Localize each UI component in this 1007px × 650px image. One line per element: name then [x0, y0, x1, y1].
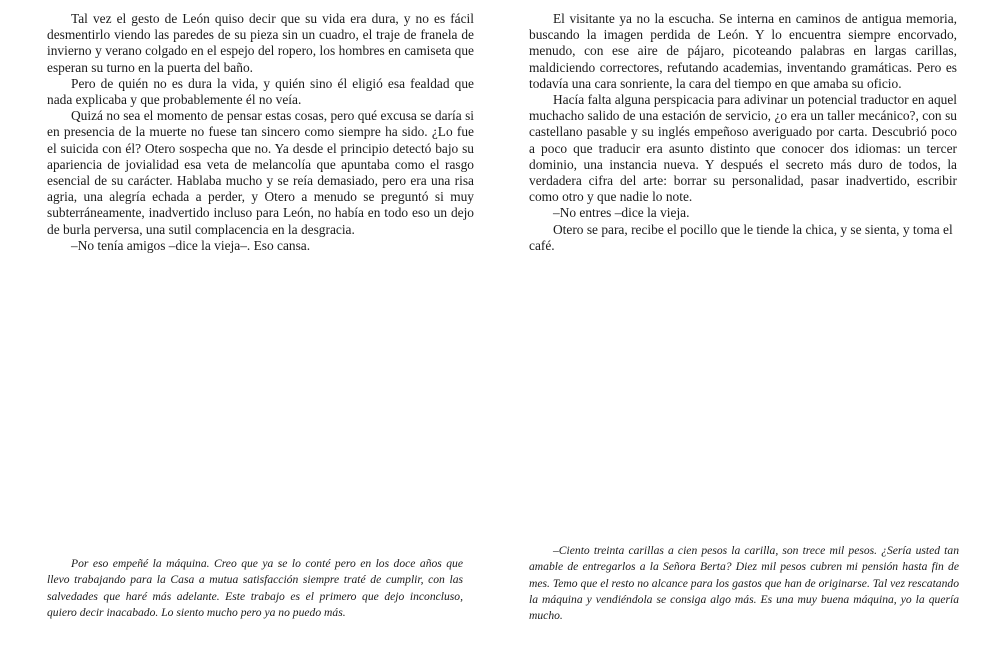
- right-page-body: [529, 11, 957, 254]
- left-paragraph-3: Quizá no sea el momento de pensar estas cosas, pero qué excusa se daría si en presencia de la muerte no fuese tan sincero como siempre ha sido. ¿Lo fue el suicida con él? Otero sospecha que no. Ya desde el principio detectó bajo su apariencia de jovialidad esa veta de melancolía que apuntaba como el rasgo esencial de su carácter. Hablaba mucho y se reía demasiado, pero era una risa agria, una alegría echada a perder, y Otero a menudo se preguntó si muy subterráneamente, inadvertido incluso para León, no había en todo eso un dejo de burla perversa, una sutil complacencia en la desgracia.: [47, 108, 474, 237]
- left-page-body: [47, 11, 474, 254]
- left-paragraph-2: Pero de quién no es dura la vida, y quién sino él eligió esa fealdad que nada explicaba y que probablemente él no veía.: [47, 75, 474, 108]
- right-paragraph-3: –No entres –dice la vieja.: [553, 205, 690, 221]
- left-paragraph-1: Tal vez el gesto de León quiso decir que su vida era dura, y no es fácil desmentirlo viendo las paredes de su pieza sin un cuadro, el traje de franela de invierno y verano colgado en el espejo del ropero, los hombres en camiseta que esperan su turno en la puerta del baño.: [47, 11, 474, 75]
- left-paragraph-4: –No tenía amigos –dice la vieja–. Eso cansa.: [71, 237, 311, 253]
- right-paragraph-4: Otero se para, recibe el pocillo que le tiende la chica, y se sienta, y toma el café.: [529, 221, 953, 253]
- right-page-footer: [529, 543, 959, 624]
- right-paragraph-1: El visitante ya no la escucha. Se interna en caminos de antigua memoria, buscando la imagen perdida de León. Y lo encuentra siempre encorvado, menudo, con ese aire de pájaro, picoteando palabras en largas carillas, maldiciendo correctores, refutando academias, inventando gramáticas. Pero es todavía una cara sonriente, la cara del tiempo en que amaba su oficio.: [529, 11, 957, 91]
- right-footer-text: –Ciento treinta carillas a cien pesos la carilla, son trece mil pesos. ¿Sería usted tan amable de entregarlos a la Señora Berta? Diez mil pesos cubren mi pensión hasta fin de mes. Temo que el resto no alcance para los gastos que han de originarse. Tal vez rescatando la máquina y vendiéndola se consiga algo más. Es una muy buena máquina, yo la quería mucho.: [529, 544, 959, 623]
- left-footer-text: Por eso empeñé la máquina. Creo que ya se lo conté pero en los doce años que llevo trabajando para la Casa a mutua satisfacción siempre traté de cumplir, con las salvedades que haré más adelante. Este trabajo es el primero que dejo inconcluso, quiero decir inacabado. Lo siento mucho pero ya no puedo más.: [47, 557, 463, 619]
- right-paragraph-2: Hacía falta alguna perspicacia para adivinar un potencial traductor en aquel muchacho salido de una estación de servicio, ¿o era un taller mecánico?, con su castellano pasable y su inglés empeñoso averiguado por carta. Descubrió poco a poco que traducir era asunto distinto que conocer dos idiomas: un tercer dominio, una instancia nueva. Y después el secreto más duro de todos, la verdadera cifra del arte: borrar su personalidad, pasar inadvertido, escribir como otro y que nadie lo note.: [529, 92, 957, 205]
- left-page-footer: [47, 556, 463, 621]
